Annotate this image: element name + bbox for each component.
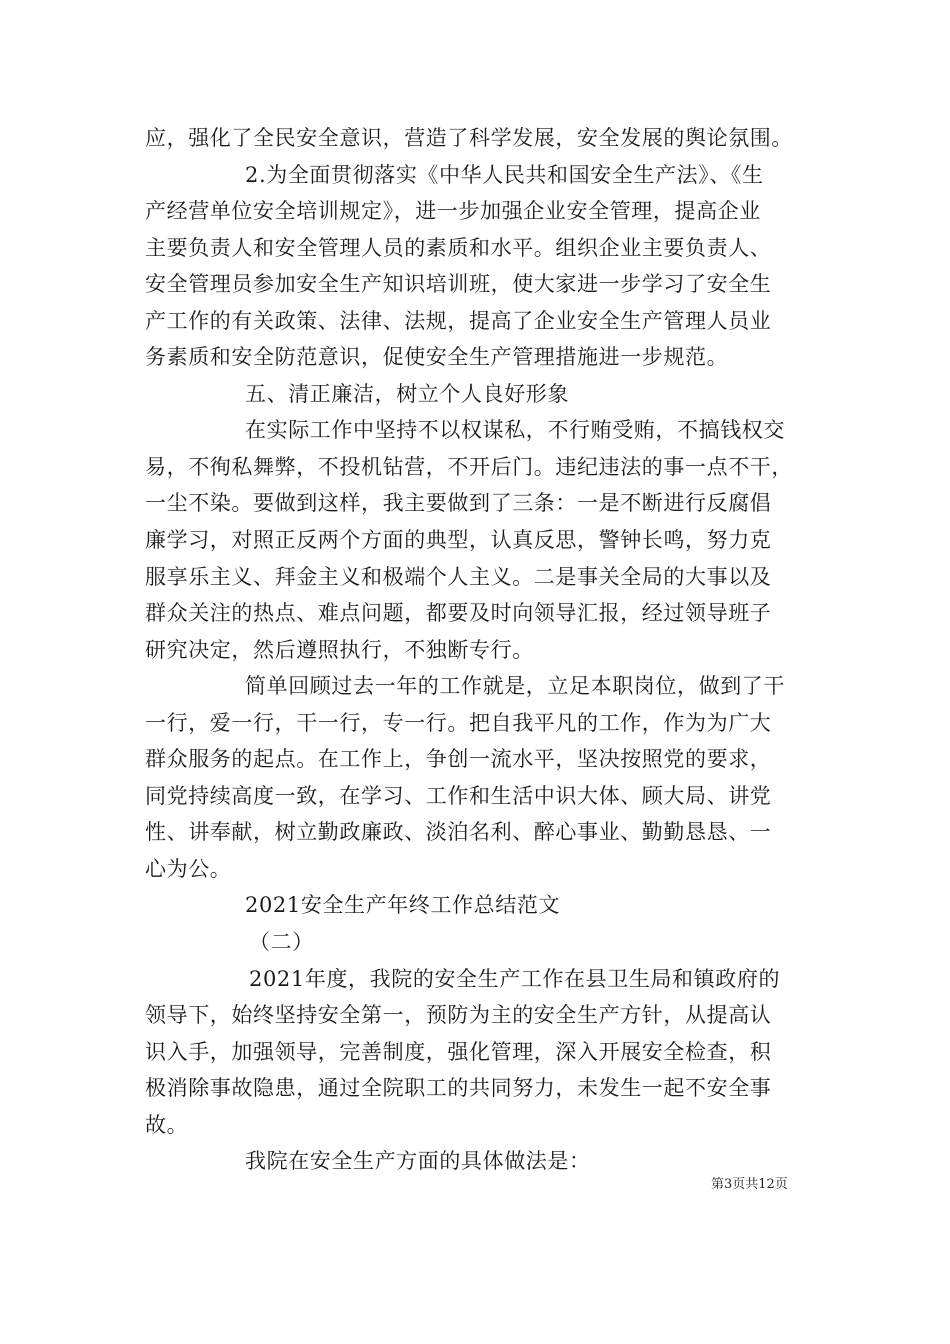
text-line: 2.为全面贯彻落实《中华人民共和国安全生产法》、《生 xyxy=(245,162,764,187)
text-line: 性、讲奉献，树立勤政廉政、淡泊名利、醉心事业、勤勤恳恳、一 xyxy=(145,820,772,845)
text-line: 我院在安全生产方面的具体做法是： xyxy=(245,1149,591,1174)
text-line: 务素质和安全防范意识，促使安全生产管理措施进一步规范。 xyxy=(145,345,729,370)
text-line: 2021年度，我院的安全生产工作在县卫生局和镇政府的 xyxy=(249,966,781,991)
text-line: 易，不徇私舞弊，不投机钻营，不开后门。违纪违法的事一点不干， xyxy=(145,454,793,479)
text-line: 服享乐主义、拜金主义和极端个人主义。二是事关全局的大事以及 xyxy=(145,564,772,589)
text-line: 简单回顾过去一年的工作就是，立足本职岗位，做到了干 xyxy=(245,674,785,699)
text-line: 群众服务的起点。在工作上，争创一流水平，坚决按照党的要求， xyxy=(145,747,772,772)
text-line: 在实际工作中坚持不以权谋私，不行贿受贿，不搞钱权交 xyxy=(245,418,785,443)
text-line: 领导下，始终坚持安全第一，预防为主的安全生产方针，从提高认 xyxy=(145,1003,772,1028)
text-line: 极消除事故隐患，通过全院职工的共同努力，未发生一起不安全事 xyxy=(145,1076,772,1101)
text-line: 一尘不染。要做到这样，我主要做到了三条：一是不断进行反腐倡 xyxy=(145,491,772,516)
page-number: 第3页共12页 xyxy=(711,1177,788,1192)
text-line: 安全管理员参加安全生产知识培训班，使大家进一步学习了安全生 xyxy=(145,272,772,297)
document-title: 2021安全生产年终工作总结范文 xyxy=(245,893,561,918)
text-line: 研究决定，然后遵照执行，不独断专行。 xyxy=(145,637,534,662)
text-line: 主要负责人和安全管理人员的素质和水平。组织企业主要负责人、 xyxy=(145,235,772,260)
text-line: 群众关注的热点、难点问题，都要及时向领导汇报，经过领导班子 xyxy=(145,601,772,626)
document-subtitle: （二） xyxy=(249,930,314,955)
text-line: 故。 xyxy=(145,1112,189,1137)
text-line: 一行，爱一行，干一行，专一行。把自我平凡的工作，作为为广大 xyxy=(145,710,772,735)
document-body xyxy=(145,120,815,1180)
text-line: 廉学习，对照正反两个方面的典型，认真反思，警钟长鸣，努力克 xyxy=(145,528,772,553)
text-line: 心为公。 xyxy=(145,856,232,881)
text-line: 同党持续高度一致，在学习、工作和生活中识大体、顾大局、讲党 xyxy=(145,783,772,808)
text-line: 产经营单位安全培训规定》，进一步加强企业安全管理，提高企业 xyxy=(145,199,761,224)
text-line: 识入手，加强领导，完善制度，强化管理，深入开展安全检查，积 xyxy=(145,1039,772,1064)
section-heading: 五、清正廉洁，树立个人良好形象 xyxy=(245,381,569,406)
text-line: 应，强化了全民安全意识，营造了科学发展，安全发展的舆论氛围。 xyxy=(145,126,793,150)
text-line: 产工作的有关政策、法律、法规，提高了企业安全生产管理人员业 xyxy=(145,308,772,333)
